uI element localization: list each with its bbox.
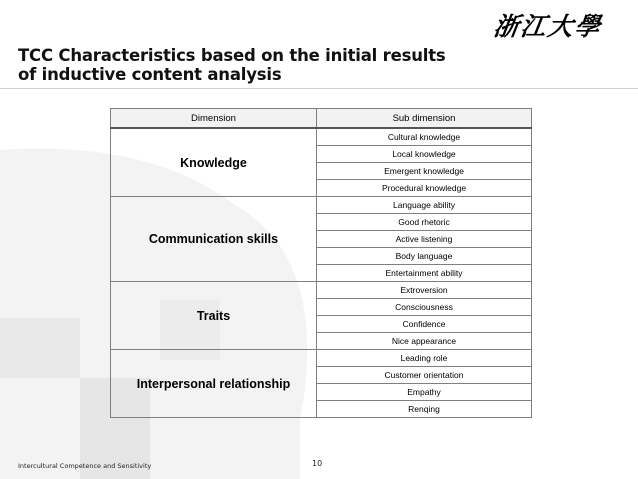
dimension-cell: Knowledge	[111, 128, 317, 197]
table-row	[111, 197, 532, 214]
slide-title	[18, 46, 446, 84]
sub-dimension-cell: Entertainment ability	[317, 265, 532, 282]
page-number: 10	[312, 459, 323, 468]
dimension-cell: Traits	[111, 282, 317, 350]
table-row	[111, 350, 532, 367]
sub-dimension-cell: Good rhetoric	[317, 214, 532, 231]
dimension-cell: Communication skills	[111, 197, 317, 282]
sub-dimension-cell: Local knowledge	[317, 146, 532, 163]
sub-dimension-cell: Nice appearance	[317, 333, 532, 350]
header-sub-dimension: Sub dimension	[317, 109, 532, 129]
sub-dimension-cell: Procedural knowledge	[317, 180, 532, 197]
dimension-cell: Interpersonal relationship	[111, 350, 317, 418]
slide-title-line-1: TCC Characteristics based on the initial results	[18, 46, 446, 65]
sub-dimension-cell: Active listening	[317, 231, 532, 248]
sub-dimension-cell: Renqing	[317, 401, 532, 418]
sub-dimension-cell: Customer orientation	[317, 367, 532, 384]
slide-title-line-2: of inductive content analysis	[18, 65, 282, 84]
university-logo: 浙江大學	[491, 12, 604, 41]
footer-course-name: Intercultural Competence and Sensitivity	[18, 462, 152, 470]
sub-dimension-cell: Extroversion	[317, 282, 532, 299]
table-body	[111, 128, 532, 418]
table-header-row	[111, 109, 532, 129]
sub-dimension-cell: Leading role	[317, 350, 532, 367]
header-dimension: Dimension	[111, 109, 317, 129]
sub-dimension-cell: Emergent knowledge	[317, 163, 532, 180]
sub-dimension-cell: Empathy	[317, 384, 532, 401]
sub-dimension-cell: Confidence	[317, 316, 532, 333]
table-row	[111, 282, 532, 299]
title-divider	[0, 88, 638, 89]
tcc-characteristics-table	[110, 108, 532, 418]
sub-dimension-cell: Language ability	[317, 197, 532, 214]
sub-dimension-cell: Body language	[317, 248, 532, 265]
sub-dimension-cell: Cultural knowledge	[317, 128, 532, 146]
table-row	[111, 128, 532, 146]
sub-dimension-cell: Consciousness	[317, 299, 532, 316]
